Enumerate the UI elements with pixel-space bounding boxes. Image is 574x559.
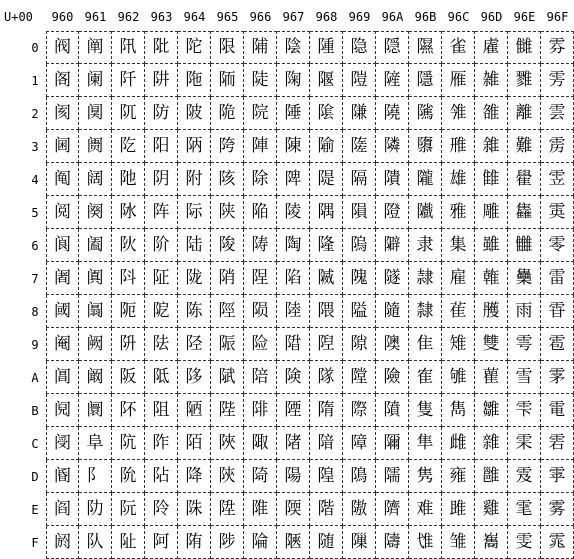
glyph-cell: 陌 (178, 427, 211, 460)
glyph-cell: 阣 (112, 130, 145, 163)
glyph-cell: 隳 (409, 130, 442, 163)
glyph-cell: 隽 (409, 460, 442, 493)
glyph-cell: 阞 (79, 493, 112, 526)
glyph-cell: 防 (145, 97, 178, 130)
glyph-cell: 雐 (475, 31, 508, 64)
glyph-cell: 陪 (244, 361, 277, 394)
glyph-cell: 隵 (409, 196, 442, 229)
glyph-cell: 阉 (46, 328, 79, 361)
glyph-cell: 零 (541, 229, 574, 262)
column-header: 967 (282, 10, 305, 24)
glyph-cell: 隃 (310, 130, 343, 163)
glyph-cell: 阚 (79, 361, 112, 394)
glyph-cell: 隚 (343, 361, 376, 394)
glyph-cell: 雇 (442, 262, 475, 295)
glyph-cell: 雵 (541, 196, 574, 229)
glyph-cell: 雸 (541, 295, 574, 328)
glyph-cell: 隄 (310, 163, 343, 196)
glyph-cell: 阡 (112, 64, 145, 97)
glyph-cell: 隨 (376, 295, 409, 328)
glyph-cell: 隫 (376, 394, 409, 427)
glyph-cell: 阈 (46, 295, 79, 328)
glyph-cell: 隴 (409, 163, 442, 196)
row-header: 4 (31, 173, 39, 187)
glyph-cell: 険 (277, 361, 310, 394)
glyph-cell: 隥 (376, 196, 409, 229)
glyph-cell: 隙 (343, 328, 376, 361)
glyph-cell: 隒 (343, 97, 376, 130)
glyph-cell: 陦 (244, 229, 277, 262)
glyph-cell: 阳 (145, 130, 178, 163)
glyph-cell: 隂 (310, 97, 343, 130)
glyph-cell: 陚 (211, 361, 244, 394)
column-header: 961 (84, 10, 107, 24)
glyph-cell: 隞 (343, 493, 376, 526)
glyph-cell: 雂 (442, 97, 475, 130)
glyph-cell: 雿 (541, 526, 574, 559)
column-header: 966 (249, 10, 272, 24)
glyph-cell: 雥 (508, 196, 541, 229)
glyph-cell: 除 (244, 163, 277, 196)
column-header: 964 (183, 10, 206, 24)
glyph-cell: 雊 (442, 361, 475, 394)
glyph-cell: 陒 (211, 97, 244, 130)
glyph-cell: 隐 (343, 31, 376, 64)
glyph-cell: 陡 (244, 64, 277, 97)
glyph-cell: 電 (541, 394, 574, 427)
glyph-cell: 阤 (112, 163, 145, 196)
glyph-cell: 阄 (46, 163, 79, 196)
glyph-cell: 院 (244, 97, 277, 130)
glyph-cell: 險 (376, 361, 409, 394)
glyph-cell: 阜 (79, 427, 112, 460)
glyph-cell: 隯 (376, 526, 409, 559)
glyph-cell: 階 (310, 493, 343, 526)
glyph-cell: 隀 (310, 31, 343, 64)
row-header: B (31, 404, 39, 418)
glyph-cell: 阬 (112, 427, 145, 460)
glyph-cell: 陧 (244, 262, 277, 295)
glyph-cell: 雎 (442, 493, 475, 526)
column-header: 962 (117, 10, 140, 24)
glyph-cell: 雽 (541, 460, 574, 493)
glyph-cell: 阠 (112, 31, 145, 64)
glyph-cell: 陾 (277, 493, 310, 526)
glyph-cell: 隸 (409, 295, 442, 328)
glyph-cell: 雲 (541, 97, 574, 130)
glyph-cell: 陱 (277, 64, 310, 97)
glyph-cell: 隔 (343, 163, 376, 196)
glyph-cell: 雺 (541, 361, 574, 394)
glyph-cell: 阽 (145, 460, 178, 493)
glyph-cell: 阥 (112, 196, 145, 229)
glyph-cell: 陔 (211, 163, 244, 196)
glyph-cell: 难 (409, 493, 442, 526)
glyph-cell: 雩 (508, 328, 541, 361)
glyph-cell: 陶 (277, 229, 310, 262)
glyph-cell: 阐 (79, 31, 112, 64)
glyph-cell: 阕 (79, 196, 112, 229)
glyph-cell: 阾 (145, 493, 178, 526)
glyph-cell: 阒 (79, 97, 112, 130)
column-header: 96E (513, 10, 536, 24)
glyph-cell: 阋 (46, 394, 79, 427)
row-header: F (31, 536, 39, 550)
glyph-cell: 隌 (310, 427, 343, 460)
glyph-cell: 陙 (211, 328, 244, 361)
glyph-cell: 雓 (475, 130, 508, 163)
glyph-cell: 雮 (508, 493, 541, 526)
glyph-cell: 陳 (277, 130, 310, 163)
glyph-cell: 陈 (178, 295, 211, 328)
column-header: 963 (150, 10, 173, 24)
glyph-cell: 雴 (541, 163, 574, 196)
glyph-cell: 陖 (211, 229, 244, 262)
glyph-cell: 雪 (508, 361, 541, 394)
glyph-cell: 離 (508, 97, 541, 130)
column-header: 96F (546, 10, 569, 24)
glyph-cell: 雫 (508, 394, 541, 427)
code-chart-corner-label: U+00 (4, 10, 33, 24)
glyph-cell: 阯 (112, 526, 145, 559)
glyph-cell: 陠 (244, 31, 277, 64)
row-header: 5 (31, 206, 39, 220)
column-header: 968 (315, 10, 338, 24)
glyph-cell: 阵 (145, 196, 178, 229)
glyph-cell: 雼 (541, 427, 574, 460)
glyph-cell: 陕 (211, 196, 244, 229)
glyph-cell: 陵 (277, 196, 310, 229)
glyph-cell: 陂 (178, 97, 211, 130)
glyph-cell: 陴 (277, 163, 310, 196)
column-header: 965 (216, 10, 239, 24)
glyph-cell: 附 (178, 163, 211, 196)
glyph-cell: 陿 (277, 526, 310, 559)
glyph-cell: 阖 (79, 229, 112, 262)
glyph-cell: 隧 (376, 262, 409, 295)
glyph-cell: 隝 (343, 460, 376, 493)
glyph-cell: 隍 (310, 460, 343, 493)
glyph-cell: 阁 (46, 64, 79, 97)
glyph-cell: 陭 (244, 460, 277, 493)
glyph-cell: 阿 (145, 526, 178, 559)
glyph-cell: 隗 (343, 262, 376, 295)
row-header: C (31, 437, 39, 451)
glyph-cell: 阎 (46, 493, 79, 526)
glyph-cell: 隮 (376, 493, 409, 526)
glyph-cell: 阧 (112, 262, 145, 295)
glyph-cell: 阮 (112, 493, 145, 526)
column-header: 960 (51, 10, 74, 24)
glyph-cell: 雤 (508, 163, 541, 196)
glyph-cell: 阺 (145, 361, 178, 394)
glyph-cell: 雄 (442, 163, 475, 196)
glyph-cell: 隱 (409, 64, 442, 97)
glyph-cell: 陛 (211, 394, 244, 427)
glyph-cell: 陸 (277, 295, 310, 328)
glyph-cell: 阔 (79, 163, 112, 196)
glyph-cell: 隦 (376, 229, 409, 262)
glyph-cell: 雰 (541, 31, 574, 64)
glyph-cell: 陑 (211, 64, 244, 97)
glyph-cell: 陣 (244, 130, 277, 163)
glyph-cell: 降 (178, 460, 211, 493)
glyph-cell: 雨 (508, 295, 541, 328)
glyph-cell: 阌 (46, 427, 79, 460)
row-header: 7 (31, 272, 39, 286)
glyph-cell: 隋 (310, 394, 343, 427)
glyph-cell: 陝 (211, 460, 244, 493)
glyph-cell: 雀 (442, 31, 475, 64)
glyph-cell: 陘 (211, 295, 244, 328)
glyph-cell: 阀 (46, 31, 79, 64)
row-header: D (31, 470, 39, 484)
glyph-cell: 陯 (244, 526, 277, 559)
row-header: A (31, 371, 39, 385)
glyph-cell: 陰 (277, 31, 310, 64)
glyph-cell: 阢 (112, 97, 145, 130)
glyph-cell: 阙 (79, 328, 112, 361)
glyph-cell: 陟 (211, 526, 244, 559)
glyph-cell: 雙 (475, 328, 508, 361)
glyph-cell: 隕 (343, 196, 376, 229)
glyph-cell: 雔 (475, 163, 508, 196)
glyph-cell: 阰 (145, 31, 178, 64)
row-header: 2 (31, 107, 39, 121)
glyph-cell: 隼 (409, 427, 442, 460)
row-header: 9 (31, 338, 39, 352)
glyph-cell: 雚 (475, 361, 508, 394)
glyph-cell: 隈 (310, 295, 343, 328)
glyph-cell: 际 (178, 196, 211, 229)
glyph-cell: 隢 (376, 97, 409, 130)
glyph-cell: 雱 (541, 64, 574, 97)
glyph-cell: 陫 (244, 394, 277, 427)
glyph-cell: 雧 (508, 262, 541, 295)
glyph-cell: 雑 (475, 64, 508, 97)
glyph-cell: 陬 (244, 427, 277, 460)
glyph-cell: 陇 (178, 262, 211, 295)
glyph-cell: 陥 (244, 196, 277, 229)
glyph-cell: 阩 (112, 328, 145, 361)
glyph-cell: 隓 (343, 130, 376, 163)
glyph-cell: 雁 (442, 64, 475, 97)
glyph-cell: 阇 (46, 262, 79, 295)
glyph-cell: 隬 (376, 427, 409, 460)
glyph-cell: 隘 (343, 295, 376, 328)
glyph-cell: 雞 (475, 493, 508, 526)
glyph-cell: 難 (508, 130, 541, 163)
glyph-cell: 阃 (46, 130, 79, 163)
glyph-cell: 雡 (508, 64, 541, 97)
glyph-cell: 阝 (79, 460, 112, 493)
glyph-cell: 隖 (343, 229, 376, 262)
glyph-cell: 隶 (409, 229, 442, 262)
glyph-cell: 陷 (277, 262, 310, 295)
glyph-cell: 際 (343, 394, 376, 427)
column-header: 969 (348, 10, 371, 24)
row-header: 6 (31, 239, 39, 253)
glyph-cell: 陲 (277, 97, 310, 130)
glyph-cell: 陜 (211, 427, 244, 460)
glyph-cell: 阦 (112, 229, 145, 262)
glyph-cell: 隭 (376, 460, 409, 493)
glyph-cell: 阓 (79, 130, 112, 163)
glyph-cell: 阏 (46, 526, 79, 559)
glyph-cell: 雹 (541, 328, 574, 361)
glyph-cell: 阹 (145, 328, 178, 361)
glyph-cell: 雏 (442, 526, 475, 559)
glyph-cell: 隡 (376, 64, 409, 97)
glyph-cell: 阍 (46, 460, 79, 493)
glyph-cell: 隿 (409, 526, 442, 559)
glyph-cell: 隑 (343, 64, 376, 97)
glyph-cell: 阗 (79, 262, 112, 295)
glyph-cell: 雾 (541, 493, 574, 526)
row-header: 1 (31, 74, 39, 88)
row-header: E (31, 503, 39, 517)
glyph-cell: 阱 (145, 64, 178, 97)
glyph-cell: 隅 (310, 196, 343, 229)
glyph-cell: 雖 (475, 229, 508, 262)
glyph-cell: 陆 (178, 229, 211, 262)
glyph-cell: 雛 (475, 394, 508, 427)
glyph-cell: 阛 (79, 394, 112, 427)
glyph-cell: 队 (79, 526, 112, 559)
row-header: 0 (31, 41, 39, 55)
glyph-cell: 雟 (475, 526, 508, 559)
glyph-cell: 陓 (211, 130, 244, 163)
column-header: 96D (480, 10, 503, 24)
glyph-cell: 陽 (277, 460, 310, 493)
glyph-cell: 隟 (343, 526, 376, 559)
glyph-cell: 隻 (409, 394, 442, 427)
glyph-cell: 集 (442, 229, 475, 262)
glyph-cell: 阘 (79, 295, 112, 328)
glyph-cell: 阷 (145, 262, 178, 295)
glyph-cell: 阂 (46, 97, 79, 130)
glyph-cell: 雯 (508, 526, 541, 559)
glyph-cell: 雈 (442, 295, 475, 328)
glyph-cell: 雕 (475, 196, 508, 229)
glyph-cell: 阶 (145, 229, 178, 262)
glyph-cell: 阊 (46, 361, 79, 394)
glyph-cell: 隊 (310, 361, 343, 394)
glyph-cell: 阪 (112, 361, 145, 394)
glyph-cell: 陞 (211, 493, 244, 526)
glyph-cell: 雭 (508, 460, 541, 493)
glyph-cell: 雍 (442, 460, 475, 493)
glyph-cell: 隉 (310, 328, 343, 361)
glyph-cell: 陀 (178, 31, 211, 64)
glyph-cell: 陼 (277, 427, 310, 460)
glyph-cell: 雦 (508, 229, 541, 262)
glyph-cell: 雗 (475, 262, 508, 295)
glyph-cell: 雌 (442, 427, 475, 460)
glyph-cell: 隺 (409, 361, 442, 394)
glyph-cell: 陏 (178, 526, 211, 559)
glyph-cell: 障 (343, 427, 376, 460)
glyph-cell: 雉 (442, 328, 475, 361)
glyph-cell: 陮 (244, 493, 277, 526)
glyph-cell: 雅 (442, 196, 475, 229)
glyph-cell: 隇 (310, 262, 343, 295)
column-header: 96A (381, 10, 404, 24)
glyph-cell: 隩 (376, 328, 409, 361)
glyph-cell: 险 (244, 328, 277, 361)
glyph-cell: 雋 (442, 394, 475, 427)
glyph-cell: 隰 (409, 31, 442, 64)
glyph-cell: 陎 (178, 493, 211, 526)
column-header: 96B (414, 10, 437, 24)
glyph-cell: 雃 (442, 130, 475, 163)
glyph-cell: 隤 (376, 163, 409, 196)
glyph-cell: 阅 (46, 196, 79, 229)
glyph-cell: 阑 (79, 64, 112, 97)
glyph-cell: 陋 (178, 394, 211, 427)
glyph-cell: 隆 (310, 229, 343, 262)
glyph-cell: 雝 (475, 460, 508, 493)
row-header: 8 (31, 305, 39, 319)
glyph-cell: 随 (310, 526, 343, 559)
row-header: 3 (31, 140, 39, 154)
glyph-cell: 隠 (376, 31, 409, 64)
glyph-cell: 雷 (541, 262, 574, 295)
glyph-cell: 阴 (145, 163, 178, 196)
glyph-cell: 阼 (145, 427, 178, 460)
glyph-cell: 陹 (277, 328, 310, 361)
glyph-cell: 陉 (178, 328, 211, 361)
glyph-cell: 雳 (541, 130, 574, 163)
glyph-cell: 雒 (475, 97, 508, 130)
glyph-cell: 陻 (277, 394, 310, 427)
glyph-cell: 雠 (508, 31, 541, 64)
glyph-cell: 陊 (178, 361, 211, 394)
column-header: 96C (447, 10, 470, 24)
glyph-cell: 隁 (310, 64, 343, 97)
glyph-cell: 雬 (508, 427, 541, 460)
glyph-cell: 隲 (409, 97, 442, 130)
glyph-cell: 雘 (475, 295, 508, 328)
glyph-cell: 阨 (112, 295, 145, 328)
glyph-cell: 阸 (145, 295, 178, 328)
glyph-cell: 隷 (409, 262, 442, 295)
glyph-cell: 陨 (244, 295, 277, 328)
glyph-cell: 雜 (475, 427, 508, 460)
glyph-cell: 阆 (46, 229, 79, 262)
glyph-cell: 隹 (409, 328, 442, 361)
glyph-cell: 限 (211, 31, 244, 64)
glyph-cell: 陗 (211, 262, 244, 295)
glyph-cell: 陁 (178, 64, 211, 97)
glyph-cell: 阻 (145, 394, 178, 427)
glyph-cell: 阫 (112, 394, 145, 427)
glyph-cell: 阭 (112, 460, 145, 493)
glyph-cell: 陃 (178, 130, 211, 163)
glyph-cell: 隣 (376, 130, 409, 163)
